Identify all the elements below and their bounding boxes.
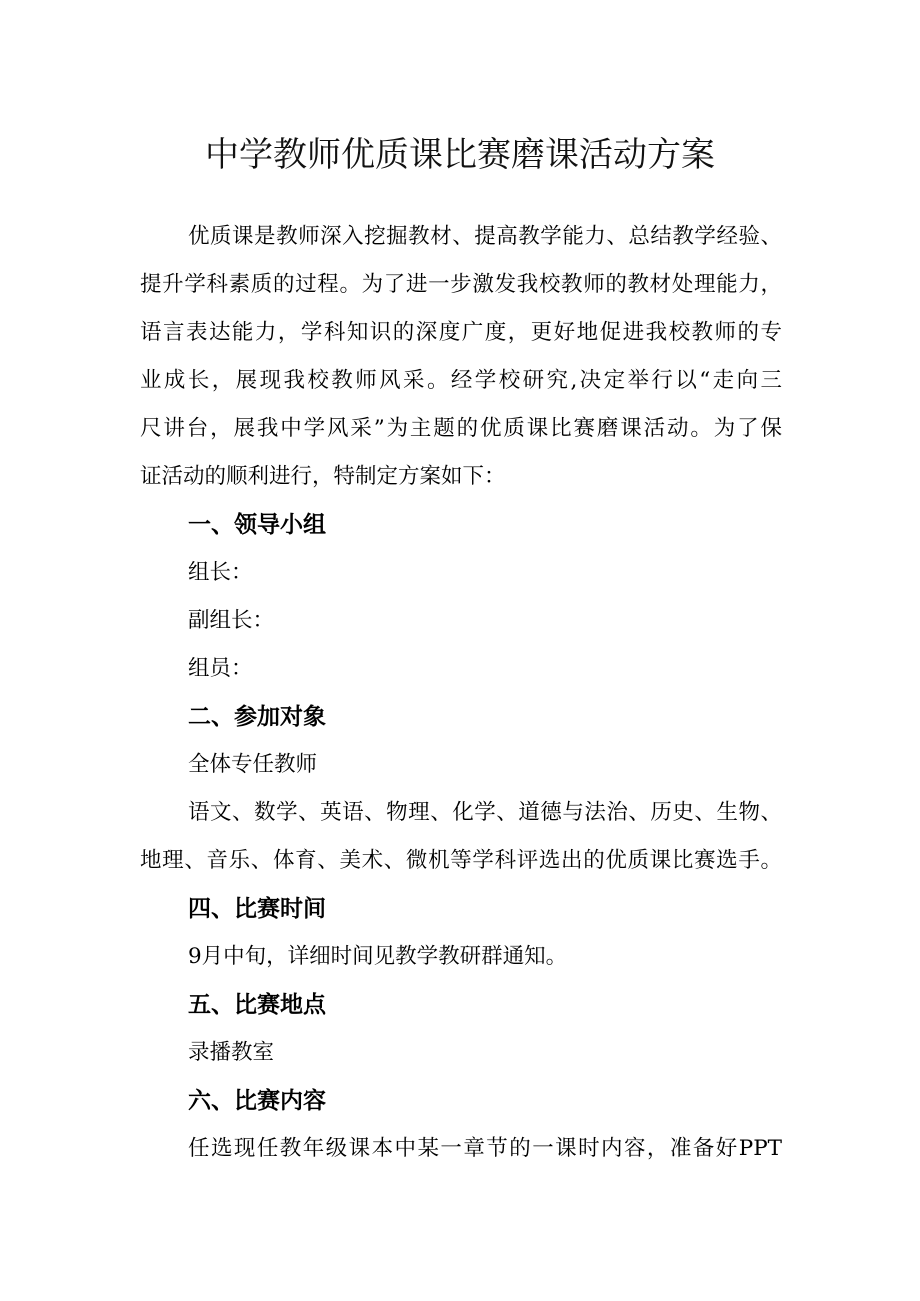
section-heading: 二、参加对象 — [188, 704, 326, 730]
section-participants — [140, 693, 782, 885]
deputy-leader-line: 副组长： — [188, 608, 275, 633]
intro-line: 语言表达能力，学科知识的深度广度，更好地促进我校教师的专 — [140, 320, 782, 345]
group-members-line: 组员： — [188, 656, 253, 681]
intro-paragraph — [140, 213, 782, 501]
section-text-line: 9月中旬，详细时间见教学教研群通知。 — [188, 944, 568, 969]
intro-line: 证活动的顺利进行，特制定方案如下： — [140, 464, 506, 489]
intro-line: 业成长，展现我校教师风采。经学校研究,决定举行以“走向三 — [140, 368, 782, 393]
section-heading: 一、领导小组 — [188, 512, 326, 538]
section-text-line: 地理、音乐、体育、美术、微机等学科评选出的优质课比赛选手。 — [140, 848, 782, 873]
intro-line: 提升学科素质的过程。为了进一步激发我校教师的教材处理能力， — [140, 272, 782, 297]
section-text-line: 语文、数学、英语、物理、化学、道德与法治、历史、生物、 — [188, 800, 782, 825]
section-text-line: 录播教室 — [188, 1040, 275, 1065]
document-title: 中学教师优质课比赛磨课活动方案 — [205, 135, 715, 175]
section-competition-venue — [140, 981, 782, 1077]
section-leadership-group — [140, 501, 782, 693]
section-heading: 六、比赛内容 — [188, 1088, 326, 1114]
document-body — [140, 213, 782, 1173]
section-competition-content — [140, 1077, 782, 1173]
section-heading: 五、比赛地点 — [188, 992, 326, 1018]
section-text-line: 全体专任教师 — [188, 752, 318, 777]
intro-line: 优质课是教师深入挖掘教材、提高教学能力、总结教学经验、 — [188, 224, 782, 249]
intro-line: 尺讲台，展我中学风采”为主题的优质课比赛磨课活动。为了保 — [140, 416, 782, 441]
section-heading: 四、比赛时间 — [188, 896, 326, 922]
section-competition-time — [140, 885, 782, 981]
group-leader-line: 组长： — [188, 560, 253, 585]
section-text-line: 任选现任教年级课本中某一章节的一课时内容，准备好PPT — [188, 1136, 782, 1161]
